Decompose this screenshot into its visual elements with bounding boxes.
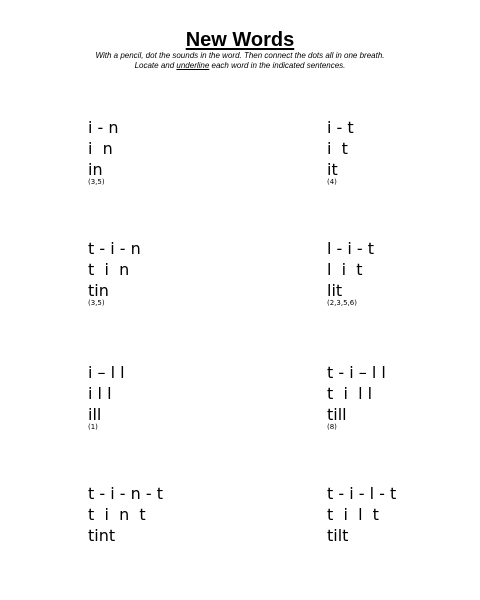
word-whole: it [327, 160, 338, 179]
instruction-line-2 [0, 61, 480, 71]
word-block-till [327, 362, 480, 432]
word-block-it [327, 117, 480, 187]
word-block-tint [88, 483, 248, 546]
word-split: t - i – l l [327, 363, 386, 382]
instruction-text-after: each word in the indicated sentences. [209, 61, 346, 70]
sentence-refs: (8) [327, 423, 337, 431]
word-spaced: t i n [88, 260, 130, 279]
word-spaced: t i n t [88, 505, 146, 524]
word-spaced: i t [327, 139, 348, 158]
sentence-refs: (3,5) [88, 178, 105, 186]
sentence-refs: (2,3,5,6) [327, 299, 357, 307]
sentence-refs: (4) [327, 178, 337, 186]
word-spaced: l i t [327, 260, 363, 279]
word-split: t - i - n - t [88, 484, 163, 503]
instructions [0, 51, 480, 71]
word-split: t - i - l - t [327, 484, 397, 503]
instruction-underlined-word: underline [176, 61, 210, 70]
word-block-tilt [327, 483, 480, 546]
word-whole: tilt [327, 526, 349, 545]
word-spaced: i l l [88, 384, 112, 403]
word-block-ill [88, 362, 248, 432]
word-split: t - i - n [88, 239, 141, 258]
word-split: i – l l [88, 363, 125, 382]
word-whole: tin [88, 281, 109, 300]
page-title: New Words [185, 29, 295, 51]
word-spaced: i n [88, 139, 113, 158]
instruction-line-1: With a pencil, dot the sounds in the word. Then connect the dots all in one breath. [95, 51, 385, 60]
word-whole: in [88, 160, 103, 179]
word-whole: till [327, 405, 347, 424]
word-spaced: t i l l [327, 384, 373, 403]
word-whole: ill [88, 405, 102, 424]
sentence-refs: (1) [88, 423, 98, 431]
word-spaced: t i l t [327, 505, 379, 524]
word-whole: tint [88, 526, 116, 545]
word-split: i - n [88, 118, 119, 137]
word-whole: lit [327, 281, 343, 300]
word-split: i - t [327, 118, 354, 137]
sentence-refs: (3,5) [88, 299, 105, 307]
word-block-lit [327, 238, 480, 308]
word-split: l - i - t [327, 239, 375, 258]
word-block-in [88, 117, 248, 187]
instruction-text-before: Locate and [134, 61, 177, 70]
word-block-tin [88, 238, 248, 308]
